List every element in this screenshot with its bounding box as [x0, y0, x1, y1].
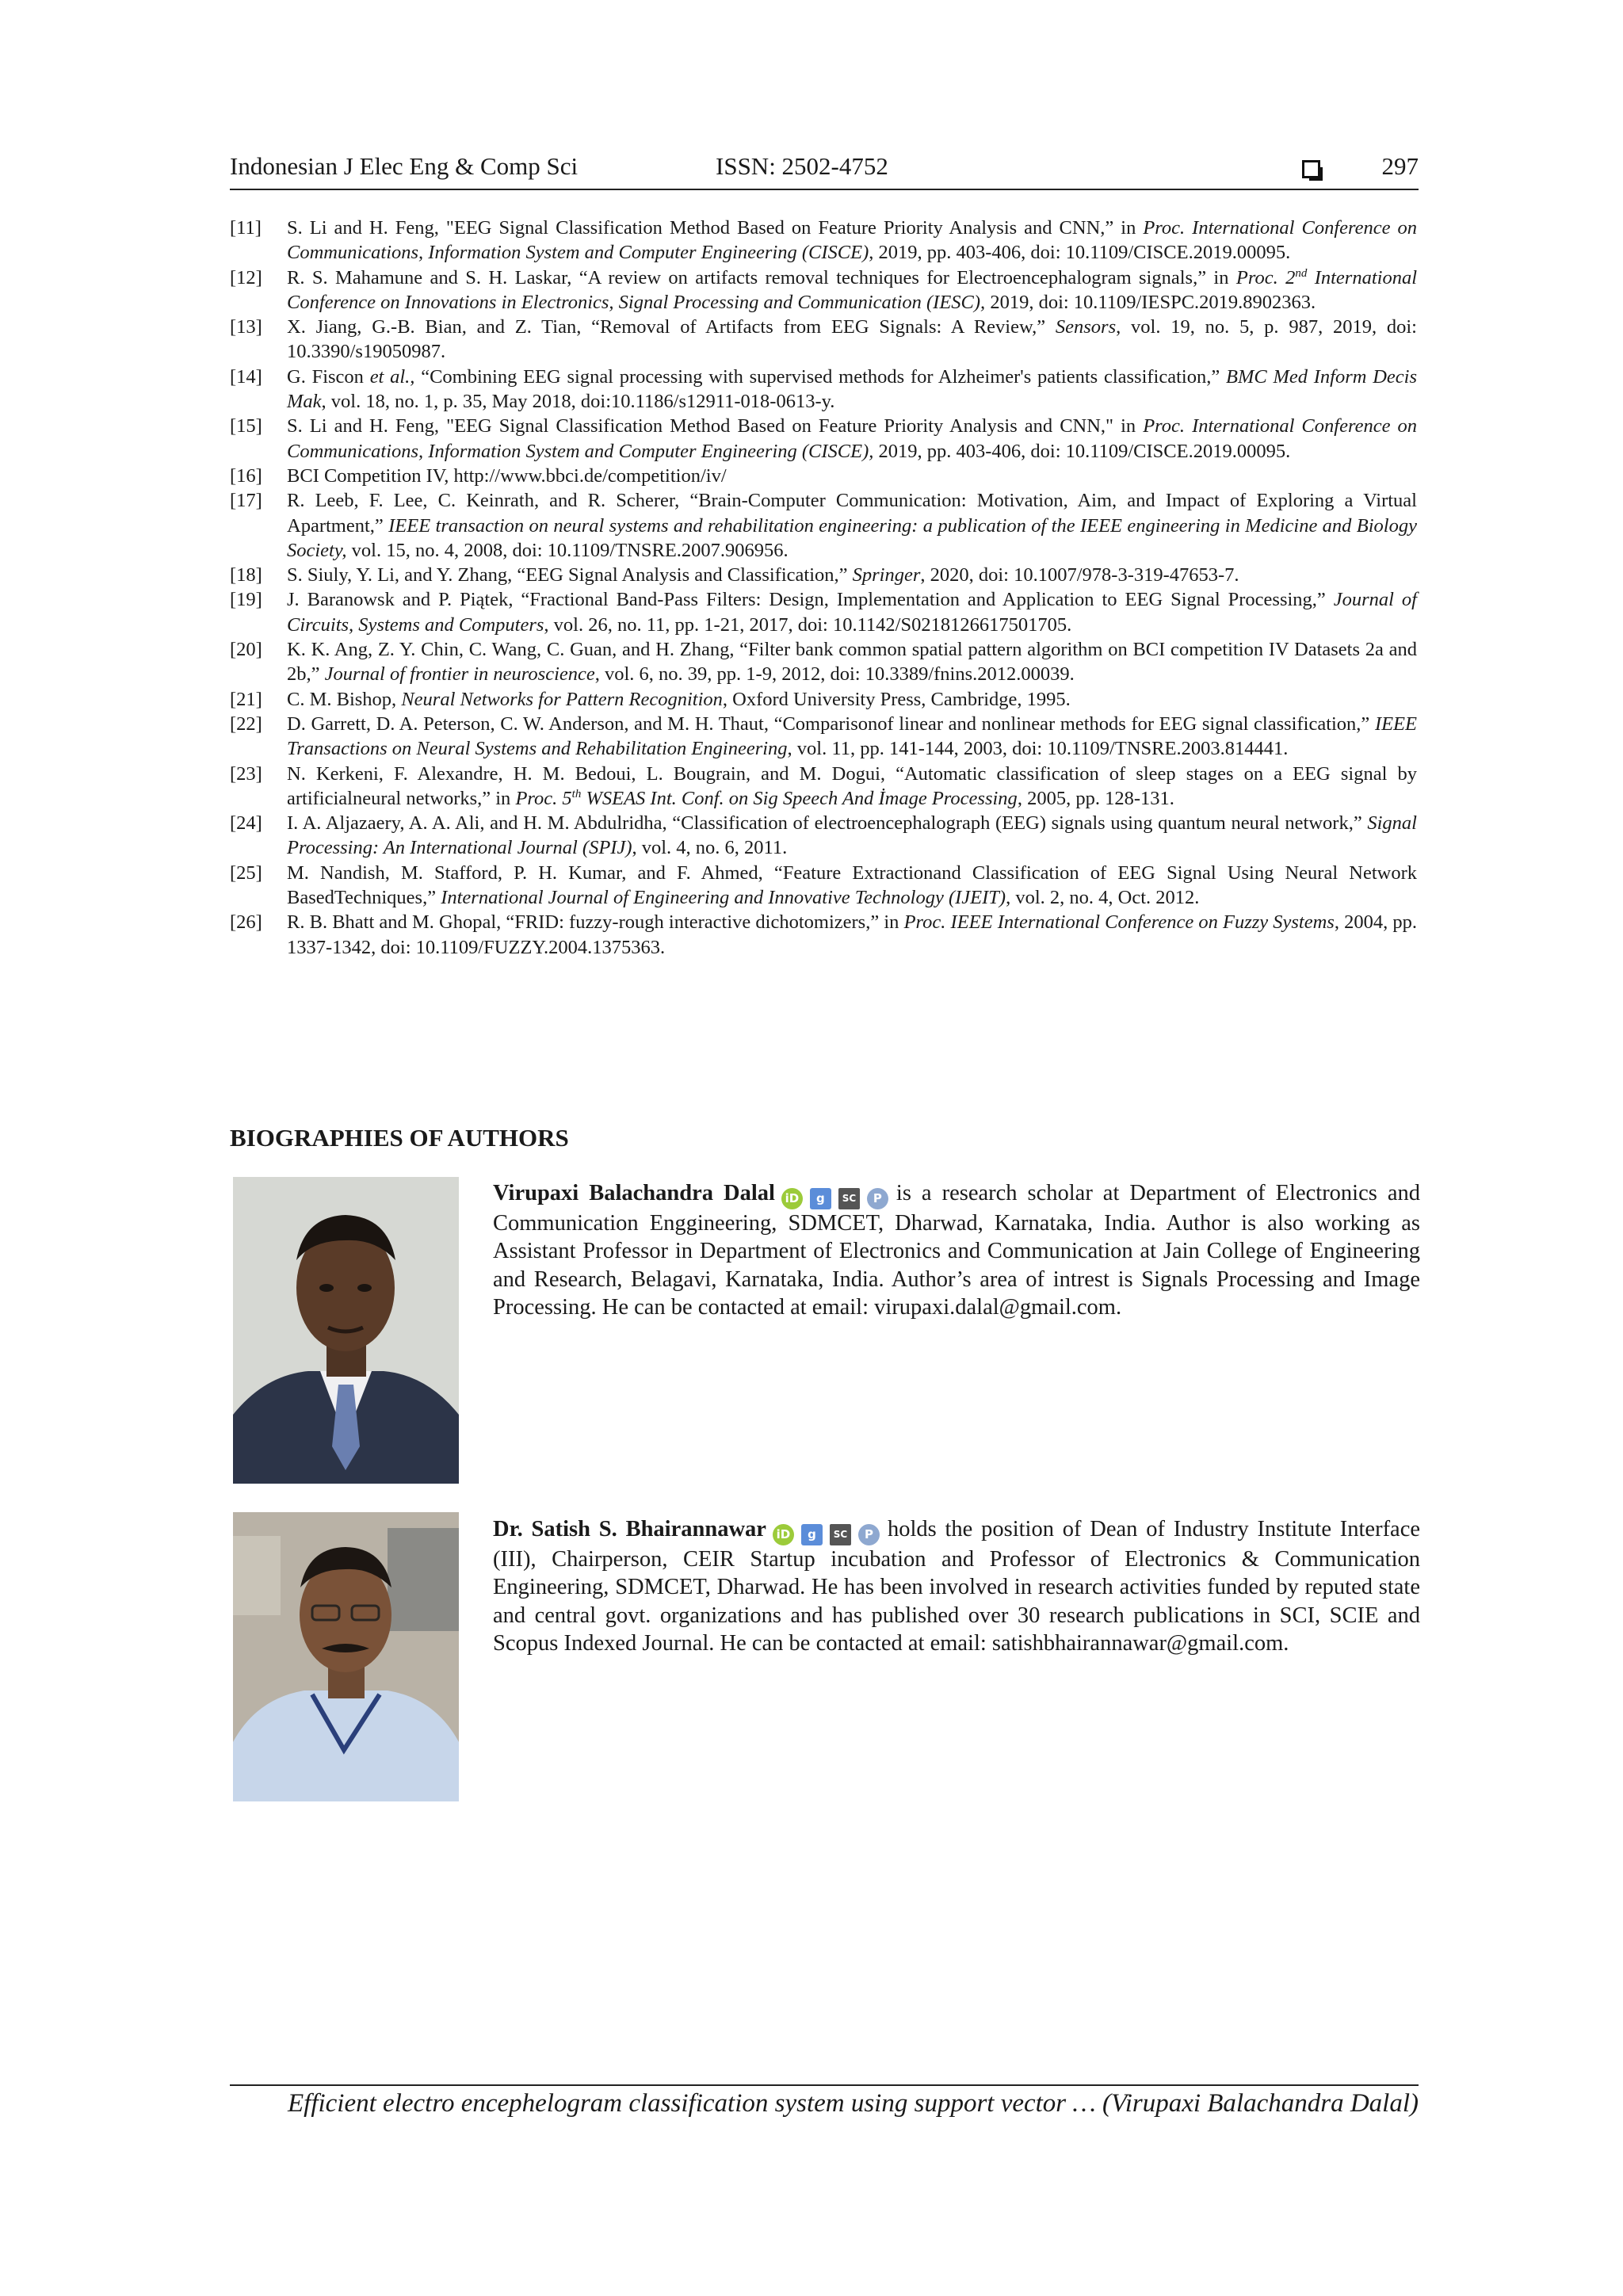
issn: ISSN: 2502-4752	[716, 152, 888, 180]
reference-number: [16]	[230, 464, 262, 487]
scopus-icon[interactable]: SC	[830, 1524, 851, 1545]
reference-number: [13]	[230, 316, 262, 338]
google-scholar-icon[interactable]: g	[810, 1188, 831, 1209]
publons-icon[interactable]: P	[867, 1188, 888, 1209]
reference-item	[230, 464, 1417, 488]
author-bio-text: is a research scholar at Department of Electronics and Communication Enggineering, SDMCET, Dharwad, Karnataka, India. Author is also working as Assistant Professor in Department of Electronics and Communication at Jain College of Engineering and Research, Belagavi, Karnataka, India. Author’s area of intrest is Signals Processing and Image Processing. He can be contacted at email: virupaxi.dalal@gmail.com.	[493, 1181, 1420, 1320]
reference-text: S. Li and H. Feng, "EEG Signal Classification Method Based on Feature Priority Analysis and CNN," in Proc. International Conference on Communications, Information System and Computer Engineering (CISCE), 2019, pp. 403-406, doi: 10.1109/CISCE.2019.00095.	[287, 415, 1417, 462]
reference-item	[230, 414, 1417, 464]
profile-icons	[773, 1524, 880, 1545]
reference-number: [22]	[230, 712, 262, 735]
reference-number: [26]	[230, 911, 262, 934]
page-header	[230, 152, 1419, 190]
reference-text: I. A. Aljazaery, A. A. Ali, and H. M. Abdulridha, “Classification of electroencephalograph (EEG) signals using quantum neural network,” Signal Processing: An International Journal (SPIJ), vol. 4, no. 6, 2011.	[287, 812, 1417, 859]
journal-name: Indonesian J Elec Eng & Comp Sci	[230, 152, 579, 180]
checkbox-square-icon	[1302, 160, 1320, 178]
reference-text: K. K. Ang, Z. Y. Chin, C. Wang, C. Guan, and H. Zhang, “Filter bank common spatial pattern algorithm on BCI competition IV Datasets 2a and 2b,” Journal of frontier in neuroscience, vol. 6, no. 39, pp. 1-9, 2012, doi: 10.3389/fnins.2012.00039.	[287, 639, 1417, 686]
reference-item	[230, 861, 1417, 911]
author-bio-dalal	[493, 1179, 1420, 1321]
reference-number: [24]	[230, 812, 262, 835]
reference-text: R. S. Mahamune and S. H. Laskar, “A review on artifacts removal techniques for Electroencephalogram signals,” in Proc. 2nd International Conference on Innovations in Electronics, Signal Processing and Communication (IESC), 2019, doi: 10.1109/IESPC.2019.8902363.	[287, 266, 1418, 313]
reference-item	[230, 365, 1417, 415]
reference-item	[230, 712, 1417, 762]
reference-item	[230, 563, 1417, 587]
reference-text: R. B. Bhatt and M. Ghopal, “FRID: fuzzy-rough interactive dichotomizers,” in Proc. IEEE International Conference on Fuzzy Systems, 2004, pp. 1337-1342, doi: 10.1109/FUZZY.2004.1375363.	[287, 911, 1417, 958]
reference-number: [25]	[230, 861, 262, 884]
reference-text: S. Siuly, Y. Li, and Y. Zhang, “EEG Signal Analysis and Classification,” Springer, 2020, doi: 10.1007/978-3-319-47653-7.	[287, 564, 1239, 586]
reference-text: S. Li and H. Feng, "EEG Signal Classification Method Based on Feature Priority Analysis and CNN,” in Proc. International Conference on Communications, Information System and Computer Engineering (CISCE), 2019, pp. 403-406, doi: 10.1109/CISCE.2019.00095.	[287, 217, 1418, 264]
reference-number: [19]	[230, 589, 262, 611]
reference-number: [15]	[230, 415, 262, 437]
reference-item	[230, 488, 1417, 563]
page-number: 297	[1381, 152, 1419, 180]
reference-number: [12]	[230, 266, 262, 288]
reference-text: R. Leeb, F. Lee, C. Keinrath, and R. Scherer, “Brain-Computer Communication: Motivation, Aim, and Impact of Exploring a Virtual Apartment,” IEEE transaction on neural systems and rehabilitation engineering: a publication of the IEEE engineering in Medicine and Biology Society, vol. 15, no. 4, 2008, doi: 10.1109/TNSRE.2007.906956.	[287, 490, 1417, 561]
biographies-heading: BIOGRAPHIES OF AUTHORS	[230, 1124, 569, 1152]
scopus-icon[interactable]: SC	[838, 1188, 860, 1209]
google-scholar-icon[interactable]: g	[801, 1524, 823, 1545]
reference-item	[230, 216, 1417, 266]
footer-rule	[230, 2084, 1419, 2086]
orcid-icon[interactable]: iD	[773, 1524, 794, 1545]
author-name: Dr. Satish S. Bhairannawar	[493, 1517, 766, 1541]
reference-item	[230, 762, 1417, 812]
reference-item	[230, 266, 1417, 315]
reference-text: G. Fiscon et al., “Combining EEG signal processing with supervised methods for Alzheimer's patients classification,” BMC Med Inform Decis Mak, vol. 18, no. 1, p. 35, May 2018, doi:10.1186/s12911-018-0613-y.	[287, 365, 1417, 413]
reference-list	[230, 216, 1417, 960]
publons-icon[interactable]: P	[858, 1524, 880, 1545]
author-name: Virupaxi Balachandra Dalal	[493, 1181, 775, 1205]
orcid-icon[interactable]: iD	[781, 1188, 803, 1209]
reference-text: BCI Competition IV, http://www.bbci.de/competition/iv/	[287, 464, 727, 487]
author-photo-bhairannawar	[233, 1512, 459, 1801]
reference-number: [18]	[230, 564, 262, 586]
reference-text: D. Garrett, D. A. Peterson, C. W. Anderson, and M. H. Thaut, “Comparisonof linear and nonlinear methods for EEG signal classification,” IEEE Transactions on Neural Systems and Rehabilitation Engineering, vol. 11, pp. 141-144, 2003, doi: 10.1109/TNSRE.2003.814441.	[287, 712, 1417, 760]
reference-number: [14]	[230, 365, 262, 388]
reference-number: [20]	[230, 639, 262, 661]
reference-item	[230, 910, 1417, 960]
author-bio-text: holds the position of Dean of Industry Institute Interface (III), Chairperson, CEIR Startup incubation and Professor of Electronics & Communication Engineering, SDMCET, Dharwad. He has been involved in research activities funded by reputed state and central govt. organizations and has published over 30 research publications in SCI, SCIE and Scopus Indexed Journal. He can be contacted at email: satishbhairannawar@gmail.com.	[493, 1517, 1421, 1656]
author-photo-dalal	[233, 1177, 459, 1484]
reference-text: N. Kerkeni, F. Alexandre, H. M. Bedoui, L. Bougrain, and M. Dogui, “Automatic classification of sleep stages on a EEG signal by artificialneural networks,” in Proc. 5th WSEAS Int. Conf. on Sig Speech And İmage Processing, 2005, pp. 128-131.	[287, 762, 1417, 809]
reference-text: C. M. Bishop, Neural Networks for Pattern Recognition, Oxford University Press, Cambridge, 1995.	[287, 688, 1071, 710]
profile-icons	[781, 1188, 888, 1209]
reference-number: [11]	[230, 217, 262, 239]
reference-number: [23]	[230, 762, 262, 785]
author-bio-bhairannawar	[493, 1515, 1420, 1657]
reference-text: J. Baranowsk and P. Piątek, “Fractional Band-Pass Filters: Design, Implementation and Application to EEG Signal Processing,” Journal of Circuits, Systems and Computers, vol. 26, no. 11, pp. 1-21, 2017, doi: 10.1142/S0218126617501705.	[287, 589, 1417, 636]
reference-item	[230, 637, 1417, 687]
reference-number: [17]	[230, 490, 262, 512]
reference-text: X. Jiang, G.-B. Bian, and Z. Tian, “Removal of Artifacts from EEG Signals: A Review,” Sensors, vol. 19, no. 5, p. 987, 2019, doi: 10.3390/s19050987.	[287, 316, 1417, 363]
reference-item	[230, 315, 1417, 365]
reference-item	[230, 687, 1417, 712]
running-title: Efficient electro encephelogram classification system using support vector … (Virupaxi Balachandra Dalal)	[288, 2089, 1419, 2118]
reference-item	[230, 811, 1417, 861]
reference-item	[230, 587, 1417, 637]
reference-number: [21]	[230, 688, 262, 710]
reference-text: M. Nandish, M. Stafford, P. H. Kumar, and F. Ahmed, “Feature Extractionand Classification of EEG Signal Using Neural Network BasedTechniques,” International Journal of Engineering and Innovative Technology (IJEIT), vol. 2, no. 4, Oct. 2012.	[287, 861, 1417, 909]
